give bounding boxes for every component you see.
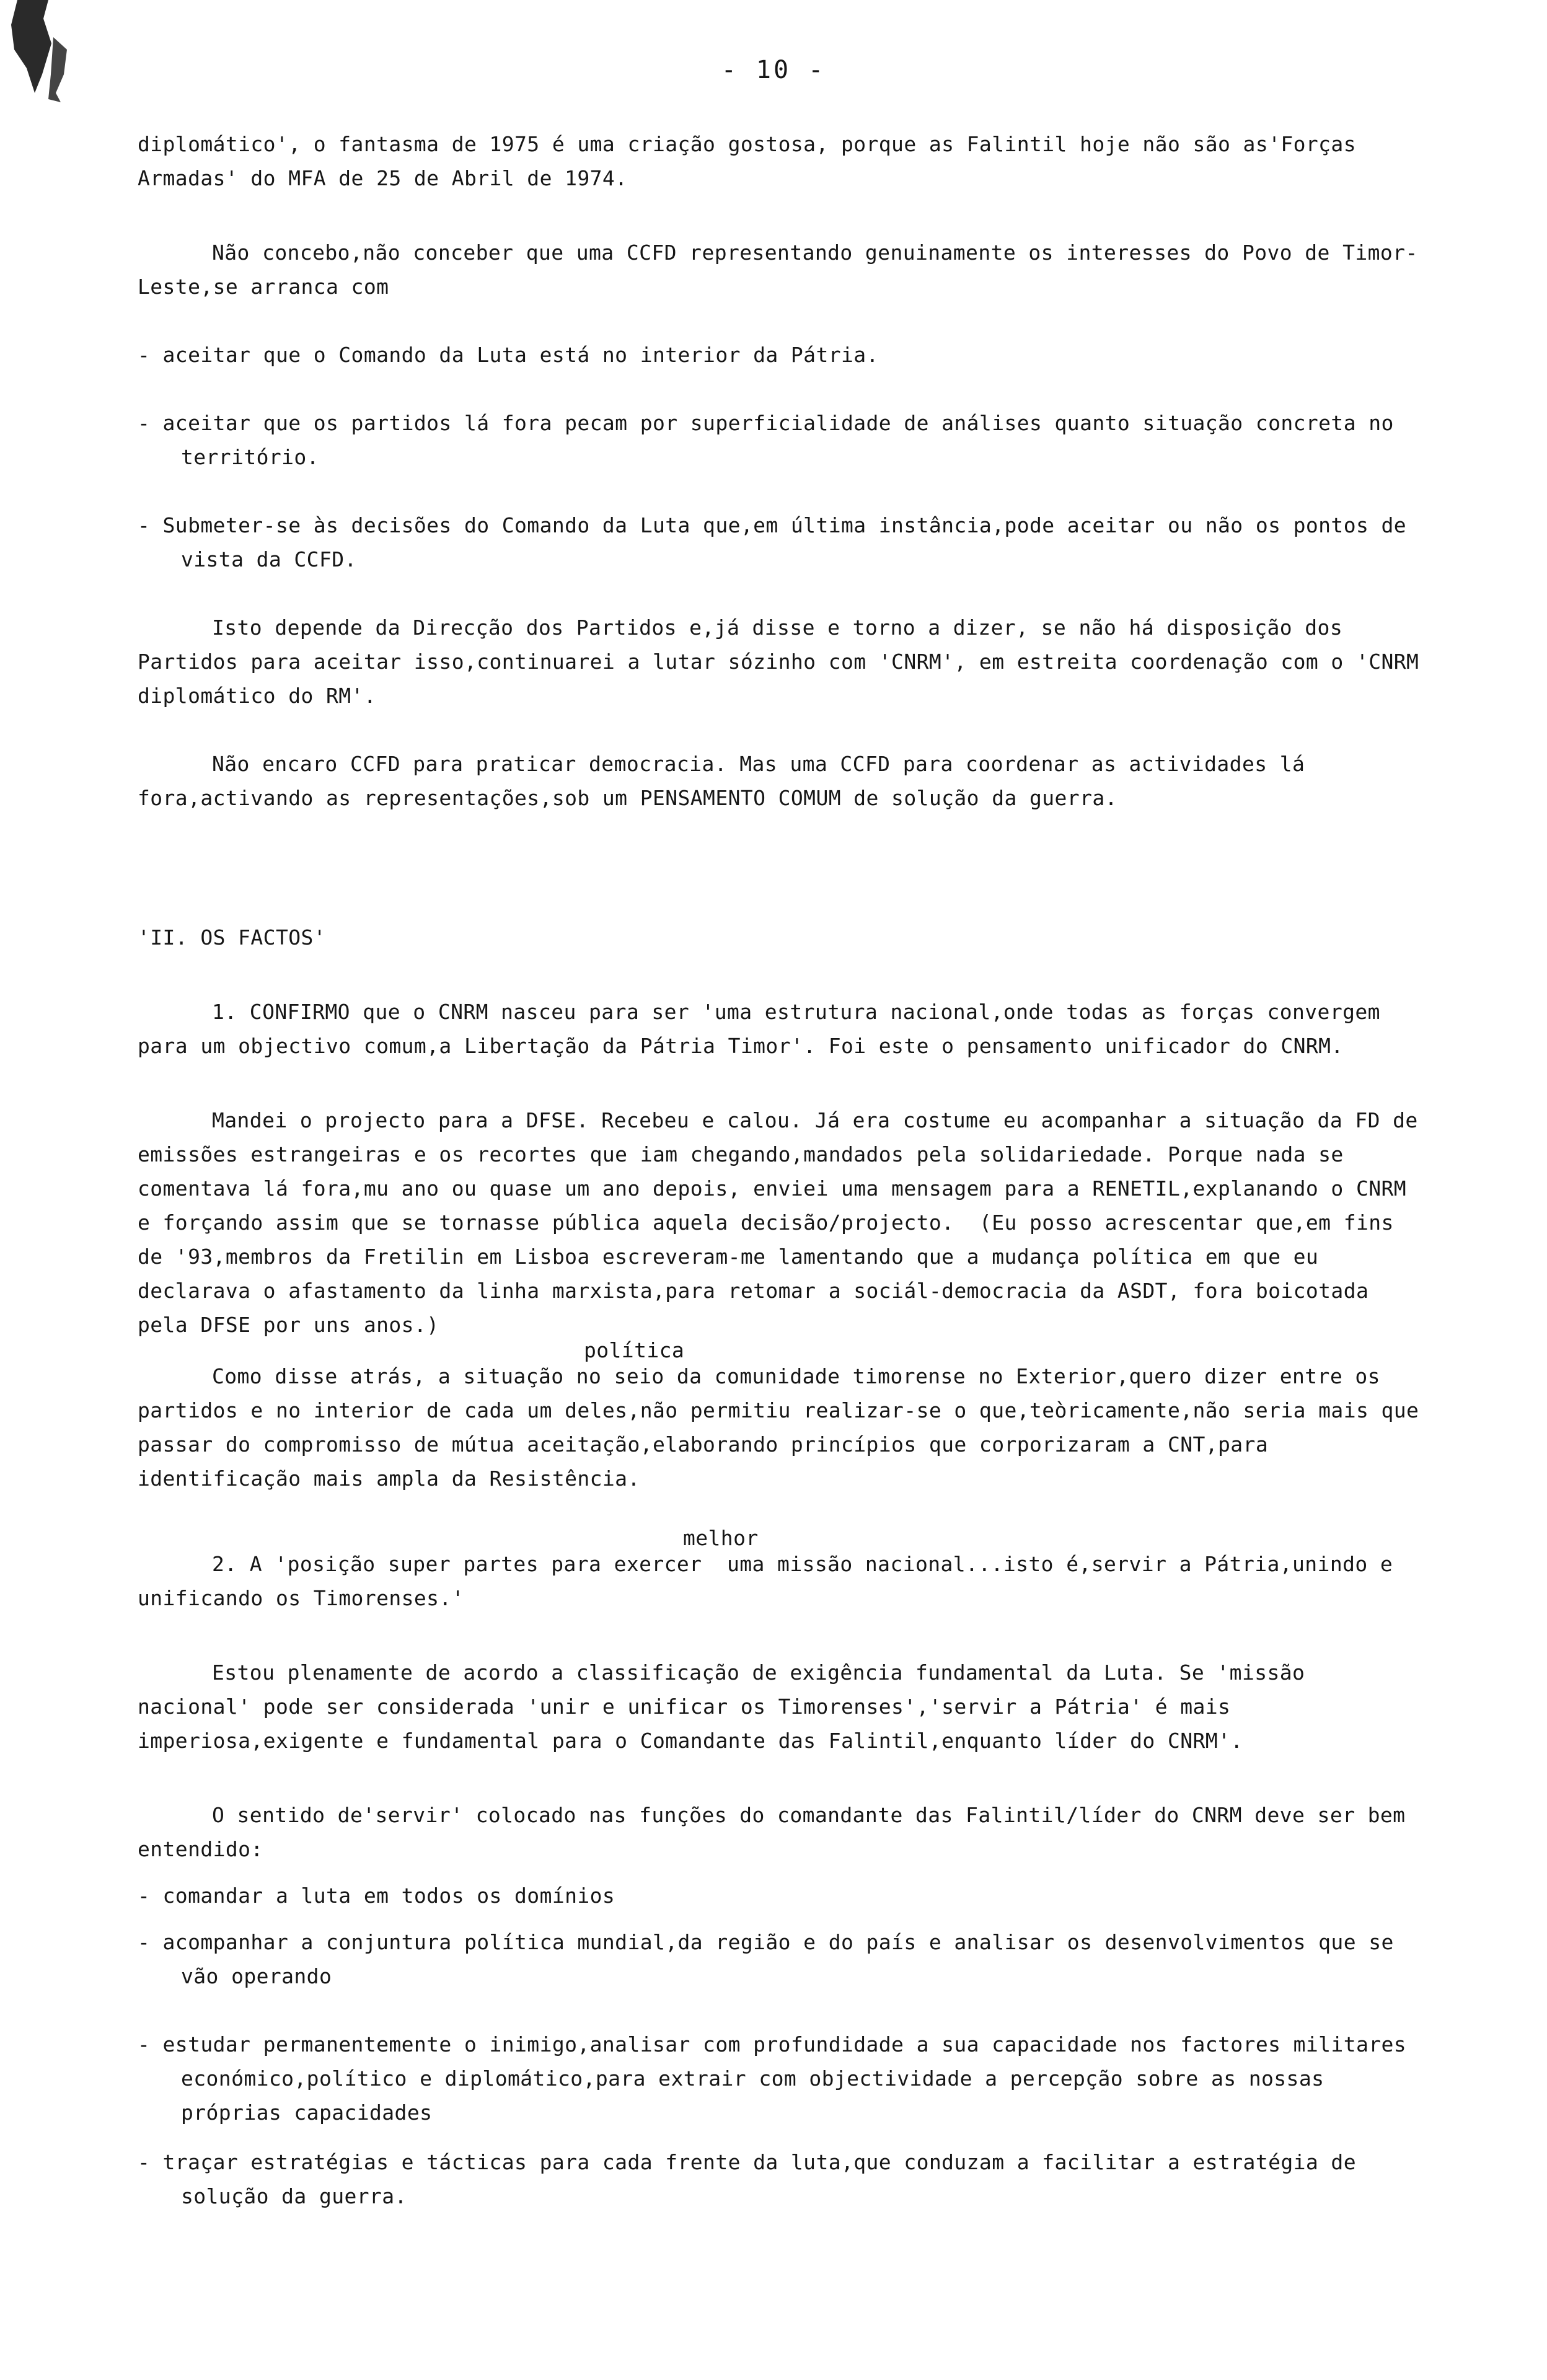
bullet-comando-luta: - aceitar que o Comando da Luta está no interior da Pátria.	[138, 343, 879, 367]
bullet-tracar: - traçar estratégias e tácticas para cada frente da luta,que conduzam a facilitar a estratégia de solução da guerra.	[138, 2150, 1369, 2208]
ink-blot-mark	[5, 0, 73, 105]
page-number: - 10 -	[721, 56, 826, 84]
paragraph-sentido: O sentido de'servir' colocado nas funções do comandante das Falintil/líder do CNRM deve ser bem entendido:	[138, 1803, 1418, 1861]
document-body	[138, 127, 1432, 2213]
bullet-acompanhar: - acompanhar a conjuntura política mundial,da região e do país e analisar os desenvolvimentos que se vão operando	[138, 1930, 1407, 1988]
paragraph-confirmo: 1. CONFIRMO que o CNRM nasceu para ser 'uma estrutura nacional,onde todas as forças convergem para um objectivo comum,a Libertação da Pátria Timor'. Foi este o pensamento unificador do CNRM.	[138, 1000, 1393, 1058]
paragraph-projecto: Mandei o projecto para a DFSE. Recebeu e calou. Já era costume eu acompanhar a situação da FD de emissões estrangeiras e os recortes que iam chegando,mandados pela solidariedade. Porque nada se comentava lá fora,mu ano ou quase um ano depois, enviei uma mensagem para a RENETIL,explanando o CNRM e forçando assim que se tornasse pública aquela decisão/projecto. (Eu posso acrescentar que,em fins de '93,membros da Fretilin em Lisboa escreveram-me lamentando que a mudança política em que eu declarava o afastamento da linha marxista,para retomar a sociál-democracia da ASDT, fora boicotada pela DFSE por uns anos.)	[138, 1108, 1430, 1337]
paragraph-democracia: Não encaro CCFD para praticar democracia. Mas uma CCFD para coordenar as actividades lá fora,activando as representações,sob um PENSAMENTO COMUM de solução da guerra.	[138, 752, 1318, 810]
paragraph-continuation: diplomático', o fantasma de 1975 é uma criação gostosa, porque as Falintil hoje não são as'Forças Armadas' do MFA de 25 de Abril de 1974.	[138, 132, 1369, 190]
paragraph-como-disse: Como disse atrás, a situação no seio da comunidade timorense no Exterior,quero dizer entre os partidos e no interior de cada um deles,não permitiu realizar-se o que,teòricamente,não seria mais que passar do compromisso de mútua aceitação,elaborando princípios que corporizaram a CNT,para identificação mais ampla da Resistência.	[138, 1364, 1432, 1491]
bullet-estudar: - estudar permanentemente o inimigo,analisar com profundidade a sua capacidade nos factores militares económico,político e diplomático,para extrair com objectividade a percepção sobre as nossas próprias capacidades	[138, 2032, 1419, 2125]
paragraph-estou: Estou plenamente de acordo a classificação de exigência fundamental da Luta. Se 'missão nacional' pode ser considerada 'unir e unificar os Timorenses','servir a Pátria' é mais imperiosa,exigente e fundamental para o Comandante das Falintil,enquanto líder do CNRM'.	[138, 1660, 1318, 1753]
paragraph-posicao: 2. A 'posição super partes para exercer uma missão nacional...isto é,servir a Pátria,unindo e unificando os Timorenses.'	[138, 1552, 1406, 1610]
inserted-word-melhor: melhor	[683, 1526, 759, 1550]
paragraph-direccao: Isto depende da Direcção dos Partidos e,já disse e torno a dizer, se não há disposição dos Partidos para aceitar isso,continuarei a lutar sózinho com 'CNRM', em estreita coordenação com o 'CNRM diplomático do RM'.	[138, 615, 1432, 708]
section-heading-factos: 'II. OS FACTOS'	[138, 925, 327, 950]
bullet-partidos: - aceitar que os partidos lá fora pecam por superficialidade de análises quanto situação concreta no território.	[138, 411, 1407, 469]
paragraph-ccfd: Não concebo,não conceber que uma CCFD representando genuinamente os interesses do Povo de Timor-Leste,se arranca com	[138, 240, 1418, 299]
bullet-comandar: - comandar a luta em todos os domínios	[138, 1884, 615, 1908]
inserted-word-politica: política	[584, 1338, 685, 1362]
bullet-submeter: - Submeter-se às decisões do Comando da Luta que,em última instância,pode aceitar ou não os pontos de vista da CCFD.	[138, 513, 1419, 571]
